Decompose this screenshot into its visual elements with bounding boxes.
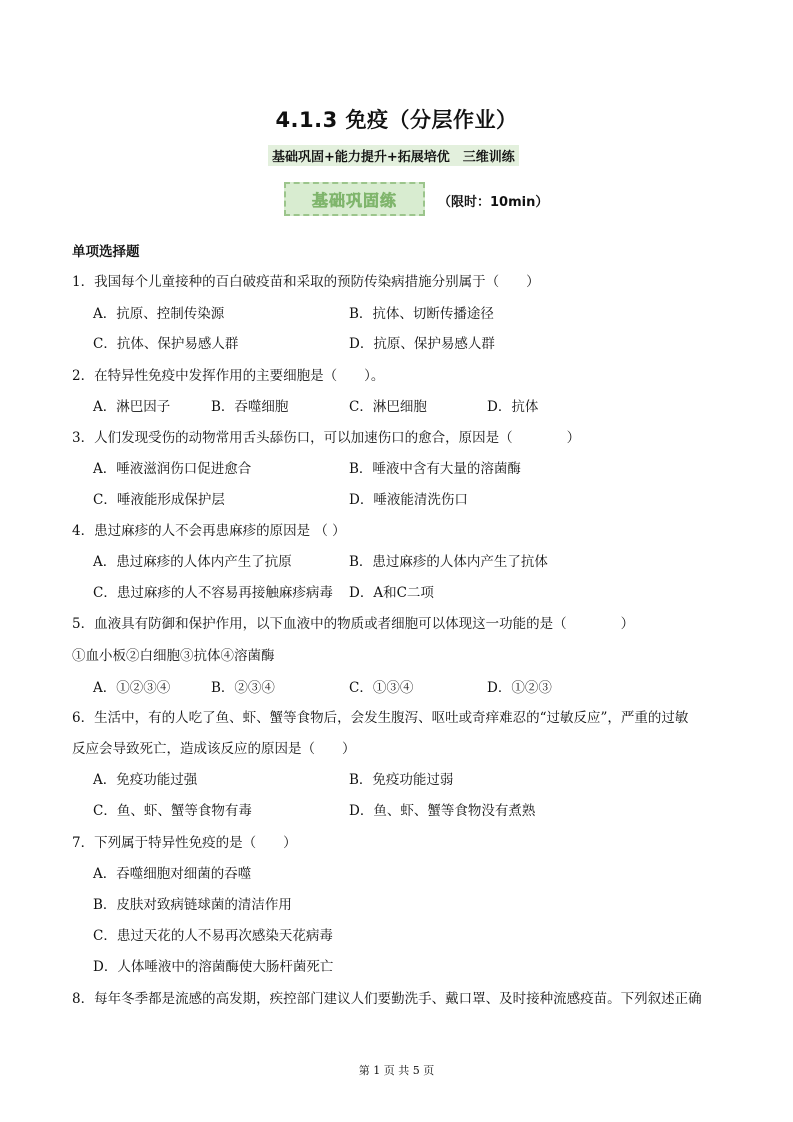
option: D．抗原、保护易感人群 — [349, 336, 495, 352]
question-stem-continued: ①血小板②白细胞③抗体④溶菌酶 — [72, 648, 275, 664]
option: A．吞噬细胞对细菌的吞噬 — [93, 866, 252, 882]
question-stem: 6．生活中，有的人吃了鱼、虾、蟹等食物后，会发生腹泻、呕吐或奇痒难忍的“过敏反应”，严重的过敏 — [72, 710, 689, 726]
page-title: 4.1.3 免疫（分层作业） — [275, 108, 518, 132]
badge-label: 基础巩固练 — [311, 190, 397, 210]
option: D．人体唾液中的溶菌酶使大肠杆菌死亡 — [93, 959, 334, 975]
question-stem-continued: 反应会导致死亡，造成该反应的原因是（ ） — [72, 741, 356, 757]
question-stem: 8．每年冬季都是流感的高发期，疾控部门建议人们要勤洗手、戴口罩、及时接种流感疫苗。下列叙述正确 — [72, 991, 702, 1007]
option: B．皮肤对致病链球菌的清洁作用 — [93, 897, 292, 913]
option: B．②③④ — [211, 680, 275, 696]
question-stem: 7．下列属于特异性免疫的是（ ） — [72, 835, 297, 851]
option: B．免疫功能过弱 — [349, 772, 454, 788]
page-footer: 第 1 页 共 5 页 — [358, 1064, 435, 1077]
time-limit: （限时：10min） — [438, 195, 549, 210]
section-heading: 单项选择题 — [72, 244, 140, 260]
option: B．唾液中含有大量的溶菌酶 — [349, 461, 521, 477]
option: A．①②③④ — [93, 680, 171, 696]
option: A．患过麻疹的人体内产生了抗原 — [93, 554, 292, 570]
option: C．①③④ — [349, 680, 414, 696]
option: D．抗体 — [487, 399, 539, 415]
option: C．唾液能形成保护层 — [93, 492, 225, 508]
option: C．抗体、保护易感人群 — [93, 336, 239, 352]
option: C．淋巴细胞 — [349, 399, 427, 415]
question-stem: 4．患过麻疹的人不会再患麻疹的原因是 （ ） — [72, 523, 346, 539]
option: A．抗原、控制传染源 — [93, 306, 225, 322]
option: C．患过天花的人不易再次感染天花病毒 — [93, 928, 333, 944]
question-stem: 2．在特异性免疫中发挥作用的主要细胞是（ ）。 — [72, 368, 385, 384]
question-stem: 5．血液具有防御和保护作用，以下血液中的物质或者细胞可以体现这一功能的是（ ） — [72, 616, 635, 632]
option: D．①②③ — [487, 680, 552, 696]
option: A．免疫功能过强 — [93, 772, 198, 788]
option: A．淋巴因子 — [93, 399, 171, 415]
option: B．吞噬细胞 — [211, 399, 289, 415]
option: D．唾液能清洗伤口 — [349, 492, 468, 508]
subtitle-banner: 基础巩固+能力提升+拓展培优 三维训练 — [268, 145, 519, 166]
section-badge — [284, 182, 425, 216]
option: C．患过麻疹的人不容易再接触麻疹病毒 — [93, 585, 333, 601]
option: A．唾液滋润伤口促进愈合 — [93, 461, 252, 477]
option: D．A和C二项 — [349, 585, 434, 601]
option: B．抗体、切断传播途径 — [349, 306, 494, 322]
option: C．鱼、虾、蟹等食物有毒 — [93, 803, 252, 819]
question-stem: 3．人们发现受伤的动物常用舌头舔伤口，可以加速伤口的愈合，原因是（ ） — [72, 430, 581, 446]
question-stem: 1．我国每个儿童接种的百白破疫苗和采取的预防传染病措施分别属于（ ） — [72, 274, 540, 290]
option: B．患过麻疹的人体内产生了抗体 — [349, 554, 548, 570]
option: D．鱼、虾、蟹等食物没有煮熟 — [349, 803, 536, 819]
